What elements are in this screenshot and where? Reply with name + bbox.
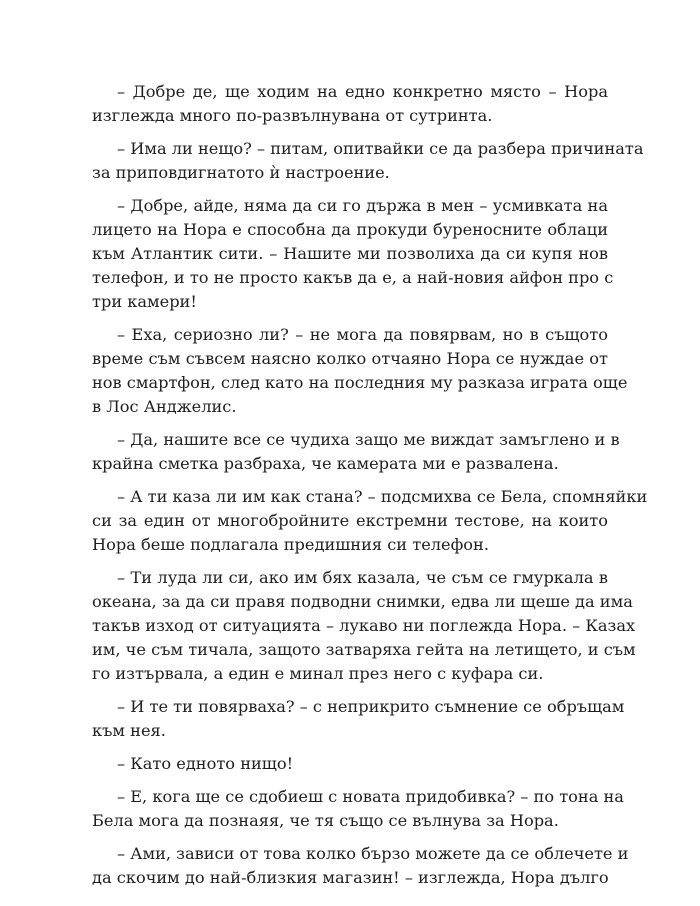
text-line: – Еха, сериозно ли? – не мога да повярвам, но в същото xyxy=(117,325,608,344)
text-line: океана, за да си правя подводни снимки, едва ли щеше да има xyxy=(92,592,633,611)
text-line: лицето на Нора е способна да прокуди буреносните облаци xyxy=(92,220,608,239)
text-line: – Ами, зависи от това колко бързо можете да се облечете и xyxy=(117,844,629,863)
book-page-text xyxy=(92,80,648,899)
text-line: да скочим до най-близкия магазин! – изглежда, Нора дълго xyxy=(92,868,609,887)
paragraph xyxy=(92,137,644,185)
paragraph xyxy=(92,785,624,833)
text-line: – А ти каза ли им как стана? – подсмихва се Бела, спомняйки xyxy=(117,487,648,506)
paragraph xyxy=(92,695,625,743)
text-line: – Добре де, ще ходим на едно конкретно място – Нора xyxy=(117,82,608,101)
text-line: Нора беше подлагала предишния си телефон. xyxy=(92,535,489,554)
text-line: в Лос Анджелис. xyxy=(92,397,237,416)
text-line: им, че съм тичала, защото затваряха гейта на летището, и съм xyxy=(92,640,636,659)
paragraph xyxy=(92,842,629,890)
paragraph xyxy=(92,323,628,419)
text-line: изглежда много по-развълнувана от сутринта. xyxy=(92,106,493,125)
text-line: – И те ти повярваха? – с неприкрито съмнение се обръщам xyxy=(117,697,625,716)
paragraph xyxy=(92,428,620,476)
text-line: крайна сметка разбраха, че камерата ми е развалена. xyxy=(92,454,559,473)
text-line: – Е, кога ще се сдобиеш с новата придобивка? – по тона на xyxy=(117,787,624,806)
paragraph xyxy=(92,566,636,686)
text-line: нов смартфон, след като на последния му разказа играта още xyxy=(92,373,628,392)
text-line: към Атлантик сити. – Нашите ми позволиха да си купя нов xyxy=(92,244,608,263)
text-line: за приповдигнатото ѝ настроение. xyxy=(92,163,390,182)
paragraph xyxy=(92,752,608,776)
paragraph xyxy=(92,80,608,128)
text-line: време съм съвсем наясно колко отчаяно Нора се нуждае от xyxy=(92,349,608,368)
text-line: към нея. xyxy=(92,721,166,740)
paragraph xyxy=(92,194,614,314)
text-line: – Добре, айде, няма да си го държа в мен – усмивката на xyxy=(117,196,608,215)
text-line: – Има ли нещо? – питам, опитвайки се да разбера причината xyxy=(117,139,644,158)
text-line: Бела мога да познаяя, че тя също се вълнува за Нора. xyxy=(92,811,559,830)
text-line: три камери! xyxy=(92,292,197,311)
text-line: си за един от многобройните екстремни тестове, на които xyxy=(92,511,608,530)
text-line: го изтървала, а един е минал през него с куфара си. xyxy=(92,664,544,683)
paragraph xyxy=(92,485,648,557)
text-line: – Ти луда ли си, ако им бях казала, че съм се гмуркала в xyxy=(117,568,608,587)
text-line: – Да, нашите все се чудиха защо ме виждат замъглено и в xyxy=(117,430,620,449)
text-line: такъв изход от ситуацията – лукаво ни поглежда Нора. – Казах xyxy=(92,616,636,635)
text-line: телефон, и то не просто какъв да е, а най-новия айфон про с xyxy=(92,268,614,287)
text-line: – Като едното нищо! xyxy=(117,754,294,773)
